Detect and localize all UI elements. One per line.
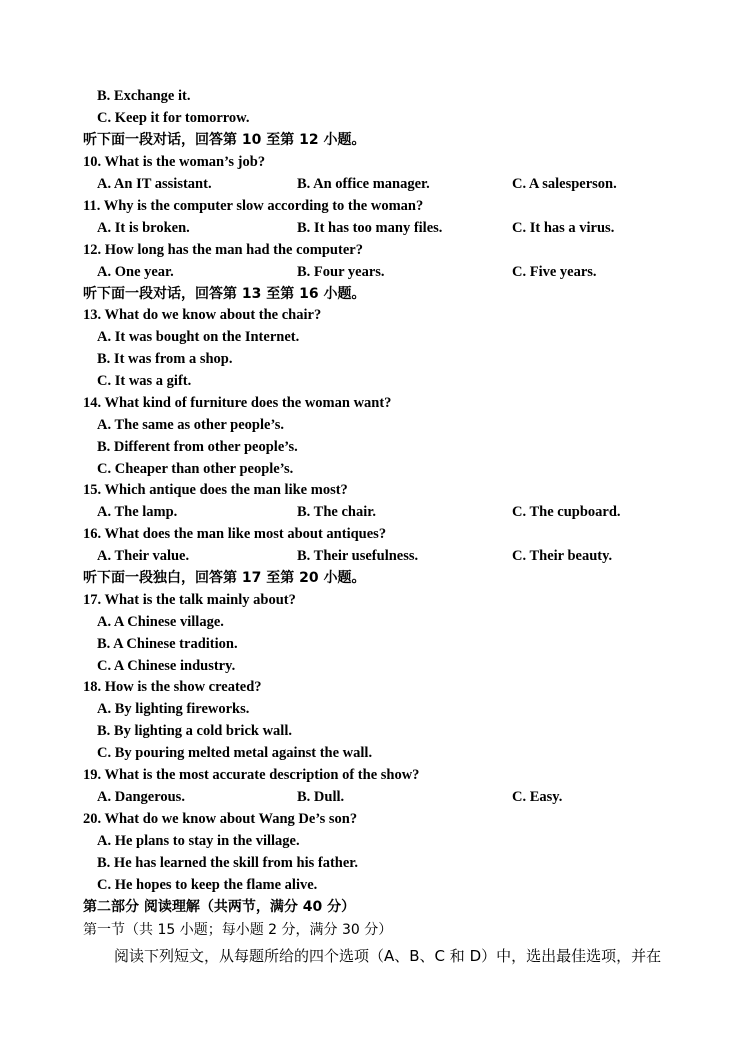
q18-option-a: A. By lighting fireworks. xyxy=(97,701,250,717)
q9-option-c: C. Keep it for tomorrow. xyxy=(97,110,250,126)
q15-option-a: A. The lamp. xyxy=(97,504,178,520)
q11-option-b: B. It has too many files. xyxy=(297,220,443,236)
q11-option-a: A. It is broken. xyxy=(97,220,190,236)
q18-option-b: B. By lighting a cold brick wall. xyxy=(97,723,292,739)
reading-instruction: 阅读下列短文，从每题所给的四个选项（A、B、C 和 D）中，选出最佳选项，并在 xyxy=(114,947,662,965)
q17-option-a: A. A Chinese village. xyxy=(97,614,224,630)
q16-option-a: A. Their value. xyxy=(97,548,190,564)
q9-option-b: B. Exchange it. xyxy=(97,88,191,104)
q15-stem: 15. Which antique does the man like most? xyxy=(83,482,348,498)
q18-stem: 18. How is the show created? xyxy=(83,679,262,695)
q12-stem: 12. How long has the man had the computer? xyxy=(83,242,363,258)
q18-option-c: C. By pouring melted metal against the wall. xyxy=(97,745,373,761)
q13-option-b: B. It was from a shop. xyxy=(97,351,233,367)
q16-option-c: C. Their beauty. xyxy=(512,548,613,564)
q12-option-a: A. One year. xyxy=(97,264,174,280)
section-heading-17-20: 听下面一段独白，回答第 17 至第 20 小题。 xyxy=(83,570,366,586)
q14-option-c: C. Cheaper than other people’s. xyxy=(97,461,294,477)
q10-option-b: B. An office manager. xyxy=(297,176,430,192)
q14-option-b: B. Different from other people’s. xyxy=(97,439,298,455)
q20-option-c: C. He hopes to keep the flame alive. xyxy=(97,877,318,893)
q10-option-c: C. A salesperson. xyxy=(512,176,617,192)
q14-stem: 14. What kind of furniture does the woman want? xyxy=(83,395,392,411)
q17-option-c: C. A Chinese industry. xyxy=(97,658,236,674)
q12-option-c: C. Five years. xyxy=(512,264,597,280)
q10-stem: 10. What is the woman’s job? xyxy=(83,154,266,170)
q10-option-a: A. An IT assistant. xyxy=(97,176,212,192)
q19-stem: 19. What is the most accurate description of the show? xyxy=(83,767,420,783)
q19-option-c: C. Easy. xyxy=(512,789,563,805)
part2-heading: 第二部分 阅读理解（共两节，满分 40 分） xyxy=(83,899,356,915)
q19-option-a: A. Dangerous. xyxy=(97,789,185,805)
q13-option-c: C. It was a gift. xyxy=(97,373,192,389)
section1-heading: 第一节（共 15 小题；每小题 2 分，满分 30 分） xyxy=(83,922,393,938)
q17-option-b: B. A Chinese tradition. xyxy=(97,636,238,652)
q20-stem: 20. What do we know about Wang De’s son? xyxy=(83,811,358,827)
q11-stem: 11. Why is the computer slow according to the woman? xyxy=(83,198,424,214)
q15-option-b: B. The chair. xyxy=(297,504,376,520)
q19-option-b: B. Dull. xyxy=(297,789,345,805)
section-heading-13-16: 听下面一段对话，回答第 13 至第 16 小题。 xyxy=(83,286,366,302)
q16-stem: 16. What does the man like most about antiques? xyxy=(83,526,387,542)
q14-option-a: A. The same as other people’s. xyxy=(97,417,285,433)
q20-option-a: A. He plans to stay in the village. xyxy=(97,833,300,849)
q16-option-b: B. Their usefulness. xyxy=(297,548,419,564)
q11-option-c: C. It has a virus. xyxy=(512,220,615,236)
q13-stem: 13. What do we know about the chair? xyxy=(83,307,322,323)
q15-option-c: C. The cupboard. xyxy=(512,504,621,520)
q17-stem: 17. What is the talk mainly about? xyxy=(83,592,296,608)
q20-option-b: B. He has learned the skill from his father. xyxy=(97,855,359,871)
q13-option-a: A. It was bought on the Internet. xyxy=(97,329,300,345)
q12-option-b: B. Four years. xyxy=(297,264,385,280)
section-heading-10-12: 听下面一段对话，回答第 10 至第 12 小题。 xyxy=(83,132,366,148)
